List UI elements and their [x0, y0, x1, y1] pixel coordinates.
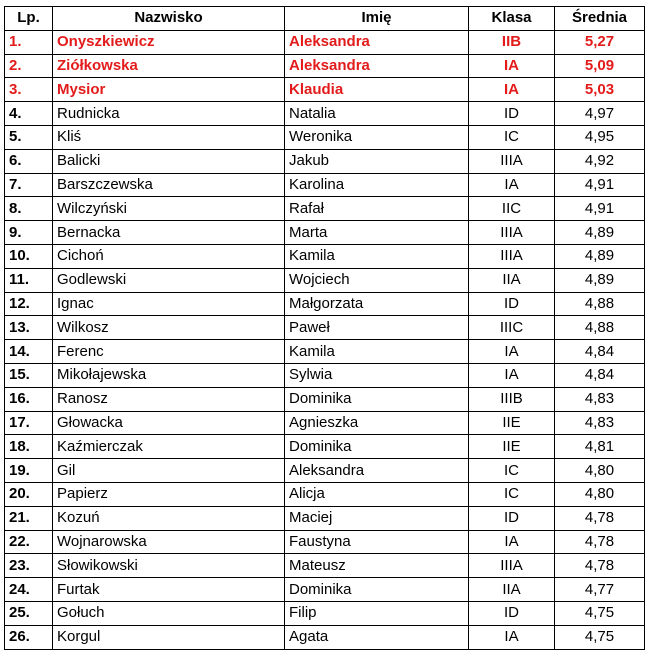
cell-lp: 25. — [5, 601, 53, 625]
cell-name: Dominika — [285, 387, 469, 411]
cell-name: Klaudia — [285, 78, 469, 102]
cell-average: 5,09 — [555, 54, 645, 78]
table-row — [5, 530, 645, 554]
cell-surname: Słowikowski — [53, 554, 285, 578]
cell-name: Maciej — [285, 506, 469, 530]
table-row — [5, 221, 645, 245]
cell-class: ID — [469, 292, 555, 316]
cell-surname: Korgul — [53, 625, 285, 649]
cell-surname: Głowacka — [53, 411, 285, 435]
cell-average: 5,27 — [555, 30, 645, 54]
cell-average: 4,84 — [555, 340, 645, 364]
cell-class: IIB — [469, 30, 555, 54]
cell-class: IIIA — [469, 244, 555, 268]
table-row — [5, 340, 645, 364]
table-row — [5, 78, 645, 102]
table-row — [5, 244, 645, 268]
cell-surname: Kliś — [53, 125, 285, 149]
cell-average: 4,97 — [555, 102, 645, 126]
cell-class: IIA — [469, 268, 555, 292]
cell-name: Alicja — [285, 482, 469, 506]
cell-class: ID — [469, 506, 555, 530]
header-surname: Nazwisko — [53, 7, 285, 31]
cell-class: IIIC — [469, 316, 555, 340]
table-row — [5, 102, 645, 126]
table-row — [5, 411, 645, 435]
cell-surname: Bernacka — [53, 221, 285, 245]
cell-name: Kamila — [285, 244, 469, 268]
cell-average: 4,75 — [555, 601, 645, 625]
cell-class: IIC — [469, 197, 555, 221]
cell-surname: Barszczewska — [53, 173, 285, 197]
table-row — [5, 268, 645, 292]
cell-lp: 9. — [5, 221, 53, 245]
cell-surname: Papierz — [53, 482, 285, 506]
table-row — [5, 54, 645, 78]
cell-name: Aleksandra — [285, 459, 469, 483]
cell-average: 4,88 — [555, 316, 645, 340]
cell-name: Małgorzata — [285, 292, 469, 316]
cell-surname: Mysior — [53, 78, 285, 102]
cell-lp: 18. — [5, 435, 53, 459]
cell-class: IA — [469, 530, 555, 554]
cell-lp: 19. — [5, 459, 53, 483]
cell-name: Agata — [285, 625, 469, 649]
cell-average: 4,78 — [555, 554, 645, 578]
cell-surname: Ferenc — [53, 340, 285, 364]
cell-class: IC — [469, 125, 555, 149]
cell-name: Weronika — [285, 125, 469, 149]
cell-class: ID — [469, 601, 555, 625]
table-row — [5, 30, 645, 54]
cell-name: Aleksandra — [285, 54, 469, 78]
cell-surname: Gołuch — [53, 601, 285, 625]
cell-average: 5,03 — [555, 78, 645, 102]
cell-surname: Kaźmierczak — [53, 435, 285, 459]
cell-class: ID — [469, 102, 555, 126]
header-row — [5, 7, 645, 31]
cell-class: IA — [469, 625, 555, 649]
cell-surname: Godlewski — [53, 268, 285, 292]
cell-surname: Cichoń — [53, 244, 285, 268]
cell-lp: 16. — [5, 387, 53, 411]
cell-name: Karolina — [285, 173, 469, 197]
cell-average: 4,78 — [555, 530, 645, 554]
cell-lp: 1. — [5, 30, 53, 54]
table-row — [5, 506, 645, 530]
cell-lp: 15. — [5, 363, 53, 387]
cell-lp: 12. — [5, 292, 53, 316]
table-row — [5, 197, 645, 221]
table-row — [5, 387, 645, 411]
cell-name: Agnieszka — [285, 411, 469, 435]
cell-class: IA — [469, 78, 555, 102]
cell-class: IIE — [469, 411, 555, 435]
cell-class: IC — [469, 482, 555, 506]
cell-average: 4,89 — [555, 268, 645, 292]
cell-surname: Wilczyński — [53, 197, 285, 221]
cell-lp: 23. — [5, 554, 53, 578]
header-lp: Lp. — [5, 7, 53, 31]
cell-average: 4,78 — [555, 506, 645, 530]
cell-lp: 22. — [5, 530, 53, 554]
cell-name: Marta — [285, 221, 469, 245]
header-class: Klasa — [469, 7, 555, 31]
cell-name: Dominika — [285, 435, 469, 459]
table-row — [5, 625, 645, 649]
cell-average: 4,83 — [555, 411, 645, 435]
cell-average: 4,80 — [555, 459, 645, 483]
table-row — [5, 316, 645, 340]
cell-lp: 13. — [5, 316, 53, 340]
cell-surname: Balicki — [53, 149, 285, 173]
cell-name: Wojciech — [285, 268, 469, 292]
cell-surname: Mikołajewska — [53, 363, 285, 387]
cell-surname: Rudnicka — [53, 102, 285, 126]
table-row — [5, 554, 645, 578]
table-row — [5, 435, 645, 459]
cell-lp: 20. — [5, 482, 53, 506]
table-row — [5, 363, 645, 387]
cell-average: 4,81 — [555, 435, 645, 459]
cell-name: Dominika — [285, 578, 469, 602]
table-row — [5, 125, 645, 149]
cell-lp: 14. — [5, 340, 53, 364]
cell-lp: 26. — [5, 625, 53, 649]
cell-class: IA — [469, 173, 555, 197]
cell-average: 4,91 — [555, 197, 645, 221]
cell-name: Sylwia — [285, 363, 469, 387]
cell-average: 4,89 — [555, 244, 645, 268]
cell-name: Rafał — [285, 197, 469, 221]
cell-class: IIIA — [469, 554, 555, 578]
cell-name: Faustyna — [285, 530, 469, 554]
cell-surname: Gil — [53, 459, 285, 483]
cell-class: IC — [469, 459, 555, 483]
cell-class: IIA — [469, 578, 555, 602]
ranking-table — [4, 6, 645, 650]
cell-name: Filip — [285, 601, 469, 625]
cell-class: IIIB — [469, 387, 555, 411]
table-row — [5, 601, 645, 625]
cell-average: 4,91 — [555, 173, 645, 197]
table-row — [5, 459, 645, 483]
cell-surname: Ranosz — [53, 387, 285, 411]
cell-surname: Furtak — [53, 578, 285, 602]
cell-name: Jakub — [285, 149, 469, 173]
cell-average: 4,89 — [555, 221, 645, 245]
cell-surname: Ignac — [53, 292, 285, 316]
cell-name: Mateusz — [285, 554, 469, 578]
cell-average: 4,95 — [555, 125, 645, 149]
cell-lp: 6. — [5, 149, 53, 173]
cell-class: IA — [469, 340, 555, 364]
cell-name: Paweł — [285, 316, 469, 340]
cell-lp: 7. — [5, 173, 53, 197]
cell-lp: 17. — [5, 411, 53, 435]
cell-name: Aleksandra — [285, 30, 469, 54]
header-name: Imię — [285, 7, 469, 31]
cell-average: 4,83 — [555, 387, 645, 411]
cell-lp: 10. — [5, 244, 53, 268]
cell-lp: 3. — [5, 78, 53, 102]
cell-surname: Wojnarowska — [53, 530, 285, 554]
cell-name: Natalia — [285, 102, 469, 126]
table-row — [5, 578, 645, 602]
cell-surname: Kozuń — [53, 506, 285, 530]
cell-average: 4,92 — [555, 149, 645, 173]
cell-lp: 4. — [5, 102, 53, 126]
cell-surname: Ziółkowska — [53, 54, 285, 78]
cell-name: Kamila — [285, 340, 469, 364]
header-average: Średnia — [555, 7, 645, 31]
cell-surname: Onyszkiewicz — [53, 30, 285, 54]
cell-average: 4,88 — [555, 292, 645, 316]
cell-class: IA — [469, 363, 555, 387]
cell-lp: 5. — [5, 125, 53, 149]
cell-lp: 11. — [5, 268, 53, 292]
cell-average: 4,77 — [555, 578, 645, 602]
cell-surname: Wilkosz — [53, 316, 285, 340]
table-row — [5, 292, 645, 316]
cell-average: 4,84 — [555, 363, 645, 387]
table-body — [5, 30, 645, 649]
cell-class: IA — [469, 54, 555, 78]
table-row — [5, 173, 645, 197]
cell-lp: 8. — [5, 197, 53, 221]
cell-average: 4,80 — [555, 482, 645, 506]
cell-class: IIIA — [469, 149, 555, 173]
table-header — [5, 7, 645, 31]
table-row — [5, 149, 645, 173]
cell-lp: 24. — [5, 578, 53, 602]
cell-lp: 2. — [5, 54, 53, 78]
cell-class: IIIA — [469, 221, 555, 245]
cell-lp: 21. — [5, 506, 53, 530]
table-row — [5, 482, 645, 506]
cell-class: IIE — [469, 435, 555, 459]
cell-average: 4,75 — [555, 625, 645, 649]
